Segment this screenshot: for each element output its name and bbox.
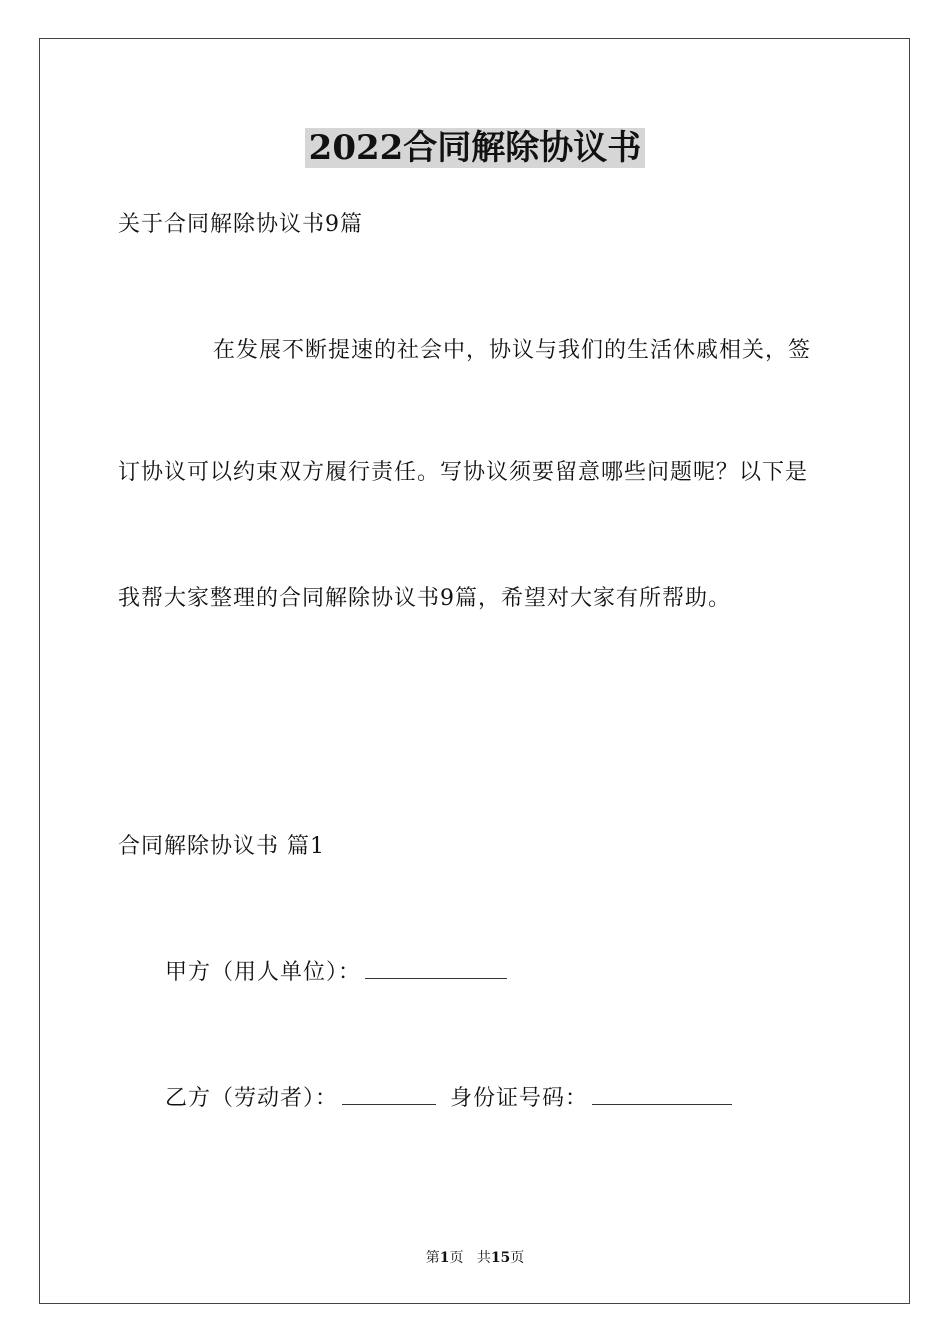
party-b-blank (342, 1082, 436, 1105)
page-footer (0, 1248, 950, 1268)
footer-total-suffix: 页 (510, 1250, 525, 1266)
footer-total-pages: 15 (490, 1250, 511, 1266)
footer-page-prefix: 第 (425, 1250, 440, 1266)
footer-page-suffix: 页 (449, 1250, 464, 1266)
document-title-text: 2022合同解除协议书 (305, 128, 646, 168)
footer-page-number: 1 (439, 1250, 450, 1266)
party-a-blank (365, 956, 507, 979)
footer-total-prefix: 共 (476, 1250, 491, 1266)
section-heading: 合同解除协议书 篇1 (118, 834, 325, 859)
party-a-label: 甲方（用人单位）： (165, 960, 362, 985)
paragraph-line: 在发展不断提速的社会中，协议与我们的生活休戚相关，签 (213, 338, 812, 363)
party-b-label: 乙方（劳动者）： (165, 1086, 339, 1111)
paragraph-line: 我帮大家整理的合同解除协议书9篇，希望对大家有所帮助。 (118, 586, 731, 611)
party-a-row (165, 956, 507, 988)
document-subtitle: 关于合同解除协议书9篇 (118, 212, 363, 237)
paragraph-line: 订协议可以约束双方履行责任。写协议须要留意哪些问题呢？以下是 (118, 460, 809, 485)
id-number-blank (592, 1082, 732, 1105)
party-b-row (165, 1082, 732, 1114)
document-title (0, 126, 950, 170)
id-number-label: 身份证号码： (450, 1086, 589, 1111)
